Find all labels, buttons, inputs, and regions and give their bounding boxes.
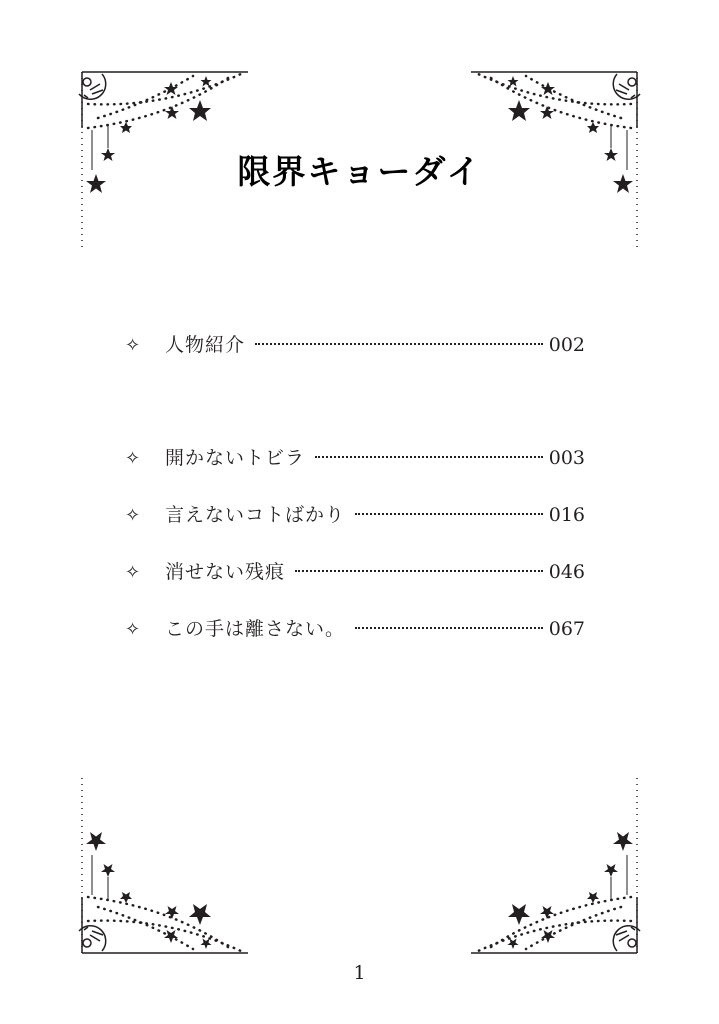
toc-dot-leader — [315, 456, 543, 458]
sparkle-icon: ✧ — [125, 562, 141, 583]
toc-entry-page: 046 — [548, 561, 585, 583]
corner-ornament-bottom-left-icon — [78, 772, 258, 957]
toc-entry-title: 言えないコトばかり — [165, 504, 346, 526]
page-number: 1 — [353, 962, 366, 984]
sparkle-icon: ✧ — [125, 505, 141, 526]
corner-ornament-bottom-right-icon — [461, 772, 641, 957]
toc-entry-page: 016 — [548, 504, 585, 526]
toc-dot-leader — [355, 627, 543, 629]
sparkle-icon: ✧ — [125, 619, 141, 640]
sparkle-icon: ✧ — [125, 448, 141, 469]
toc-entry[interactable] — [125, 614, 585, 644]
toc-dot-leader — [355, 513, 543, 515]
sparkle-icon: ✧ — [125, 335, 141, 356]
toc-dot-leader — [295, 570, 543, 572]
toc-entry-title: 開かないトビラ — [165, 447, 306, 469]
toc-entry-page: 003 — [548, 447, 585, 469]
toc-entry[interactable] — [125, 557, 585, 587]
toc-entry-title: 消せない残痕 — [165, 561, 286, 583]
toc-entry-title: 人物紹介 — [165, 334, 246, 356]
toc-entry-title: この手は離さない。 — [165, 618, 346, 640]
toc-entry-page: 067 — [548, 618, 585, 640]
toc-entry[interactable] — [125, 330, 585, 360]
page-title: 限界キョーダイ — [237, 152, 482, 191]
toc-dot-leader — [255, 343, 543, 345]
toc-entry[interactable] — [125, 500, 585, 530]
toc-entry[interactable] — [125, 443, 585, 473]
toc-entry-page: 002 — [548, 334, 585, 356]
